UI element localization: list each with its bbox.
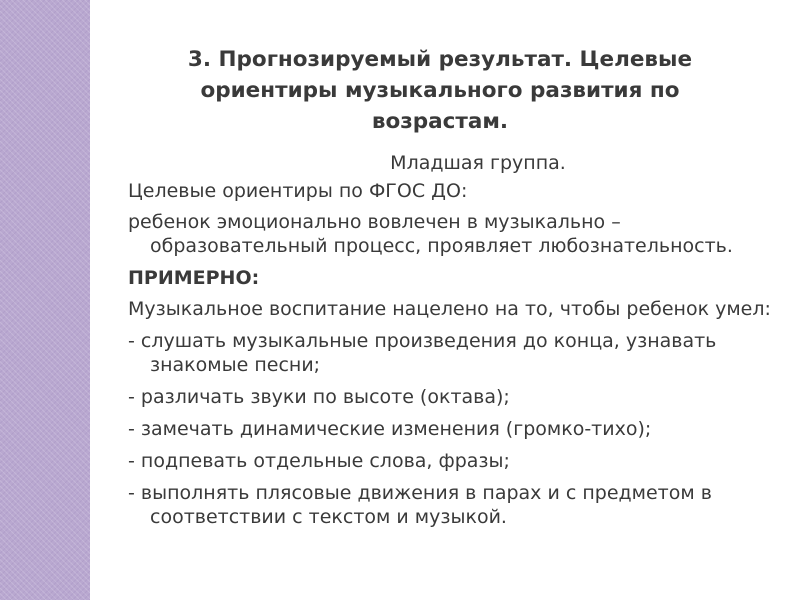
goals-text: ребенок эмоционально вовлечен в музыкально – образовательный процесс, проявляет любознательность. [128, 211, 733, 257]
slide-title: 3. Прогнозируемый результат. Целевые ориентиры музыкального развития по возрастам. [187, 47, 693, 134]
slide-body [128, 150, 788, 537]
list-item-singing: - подпевать отдельные слова, фразы; [128, 450, 510, 472]
age-group-subheading: Младшая группа. [390, 152, 566, 174]
list-item-listen: - слушать музыкальные произведения до конца, узнавать знакомые песни; [128, 330, 717, 376]
list-item-dynamics: - замечать динамические изменения (громко-тихо); [128, 418, 652, 440]
goals-heading: Целевые ориентиры по ФГОС ДО: [128, 180, 468, 202]
approx-heading: ПРИМЕРНО: [128, 267, 260, 289]
decorative-side-band [0, 0, 90, 600]
list-item-dance: - выполнять плясовые движения в парах и с предметом в соответствии с текстом и музыкой. [128, 482, 712, 528]
intro-text: Музыкальное воспитание нацелено на то, чтобы ребенок умел: [128, 298, 771, 320]
list-item-pitch: - различать звуки по высоте (октава); [128, 386, 510, 408]
